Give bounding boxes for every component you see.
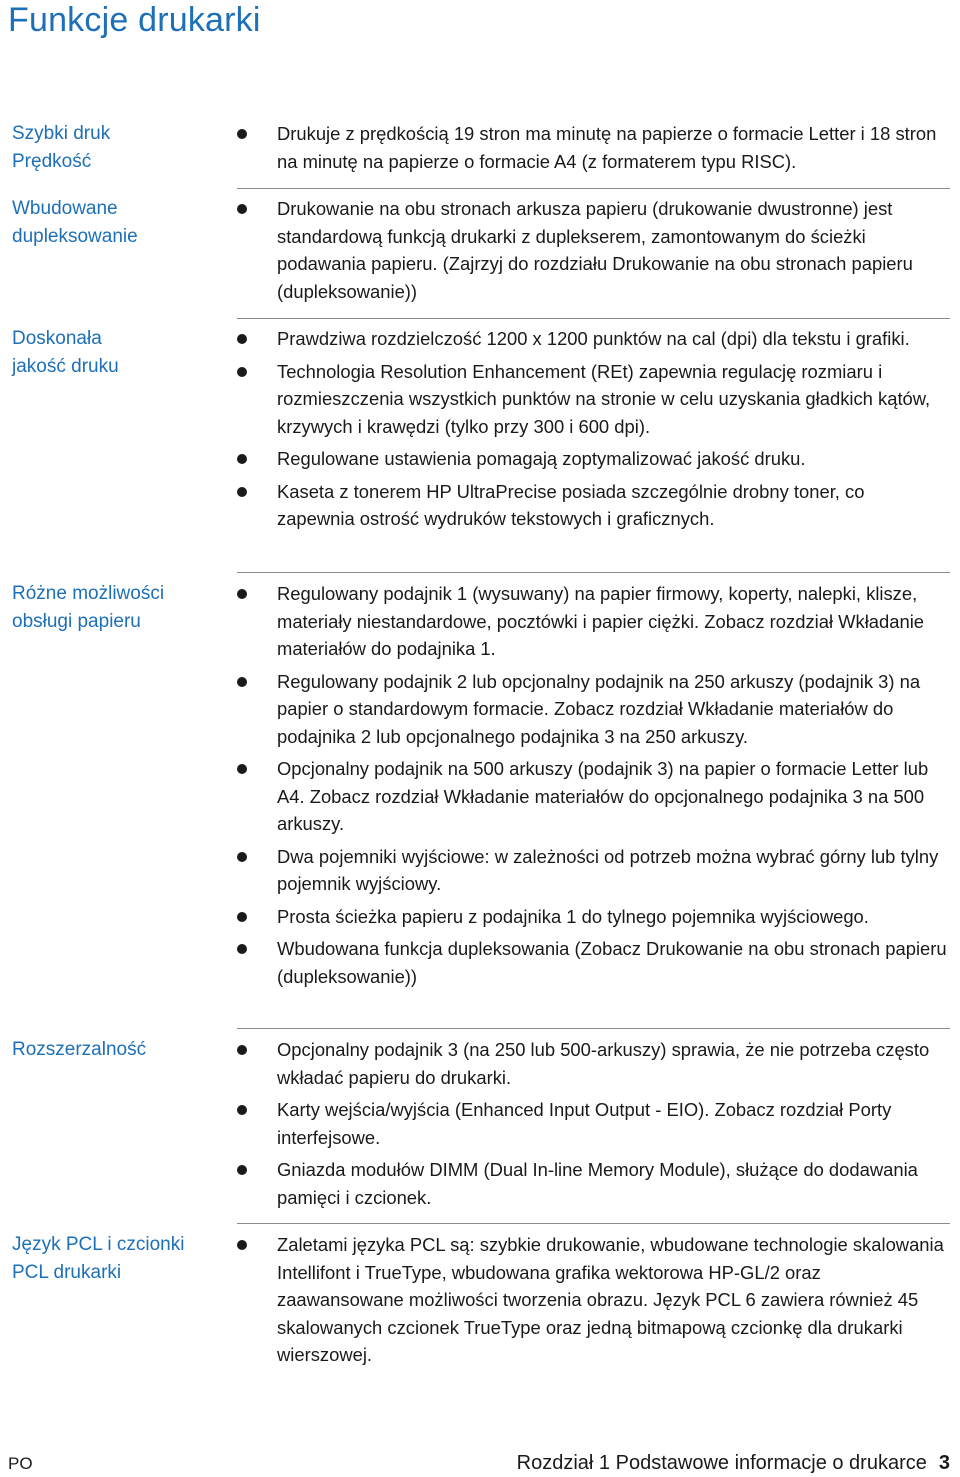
bullet-text: Regulowany podajnik 1 (wysuwany) na papier firmowy, koperty, nalepki, klisze, materiały niestandardowe, pocztówki i papier ciężki. Zobacz rozdział Wkładanie materiałów do podajnika 1. [277, 583, 925, 659]
bullet-text: Technologia Resolution Enhancement (REt) zapewnia regulację rozmiaru i rozmieszczenia wszystkich punktów na stronie w celu uzyskania gładkich kątów, krzywych i krawędzi (tylko przy 300 i 600 dpi). [277, 360, 931, 437]
bullet-list [237, 325, 947, 538]
section-label: Wbudowane dupleksowanie [12, 198, 138, 247]
bullet-icon [237, 764, 247, 774]
page-title: Funkcje drukarki [8, 1, 261, 39]
bullet-item [237, 1231, 947, 1369]
bullet-icon [237, 487, 247, 497]
bullet-icon [237, 1165, 247, 1175]
bullet-item [237, 478, 947, 533]
bullet-list [237, 1036, 947, 1216]
section-label: Rozszerzalność [12, 1039, 147, 1060]
bullet-icon [237, 1240, 247, 1250]
bullet-icon [237, 367, 247, 377]
footer-chapter-title: Rozdział 1 Podstawowe informacje o drukarce [516, 1452, 927, 1474]
footer-chapter [517, 1450, 950, 1476]
section-divider [237, 572, 950, 573]
bullet-icon [237, 589, 247, 599]
bullet-item [237, 755, 947, 838]
bullet-item [237, 1036, 947, 1091]
bullet-text: Regulowane ustawienia pomagają zoptymalizować jakość druku. [277, 448, 806, 469]
bullet-icon [237, 129, 247, 139]
bullet-text: Regulowany podajnik 2 lub opcjonalny podajnik na 250 arkuszy (podajnik 3) na papier o standardowym formacie. Zobacz rozdział Wkładanie materiałów do podajnika 2 lub opcjonalnego podajnika 3 na 250 arkuszy. [277, 670, 921, 747]
bullet-text: Drukowanie na obu stronach arkusza papieru (drukowanie dwustronne) jest standardową funkcją drukarki z duplekserem, zamontowanym do ścieżki podawania papieru. (Zajrzyj do rozdziału Drukowanie na obu stronach papieru (dupleksowanie)) [277, 198, 913, 302]
bullet-text: Dwa pojemniki wyjściowe: w zależności od potrzeb można wybrać górny lub tylny pojemnik wyjściowy. [277, 845, 939, 894]
bullet-icon [237, 454, 247, 464]
section-label: Doskonała jakość druku [12, 328, 119, 377]
bullet-icon [237, 1045, 247, 1055]
bullet-item [237, 843, 947, 898]
section-label: Różne możliwości obsługi papieru [12, 583, 165, 632]
bullet-text: Prosta ścieżka papieru z podajnika 1 do tylnego pojemnika wyjściowego. [277, 905, 869, 927]
bullet-icon [237, 204, 247, 214]
section-divider [237, 1028, 950, 1029]
bullet-item [237, 668, 947, 751]
bullet-item [237, 1156, 947, 1211]
bullet-icon [237, 912, 247, 922]
bullet-item [237, 325, 947, 353]
footer-language-code: PO [8, 1454, 33, 1473]
section-label: Szybki druk Prędkość [12, 123, 111, 172]
bullet-item [237, 935, 947, 990]
bullet-text: Opcjonalny podajnik na 500 arkuszy (podajnik 3) na papier o formacie Letter lub A4. Zobacz rozdział Wkładanie materiałów do opcjonalnego podajnika 3 na 500 arkuszy. [277, 758, 929, 834]
section-divider [237, 1223, 950, 1224]
bullet-item [237, 903, 947, 931]
bullet-text: Kaseta z tonerem HP UltraPrecise posiada szczególnie drobny toner, co zapewnia ostrość wydruków tekstowych i graficznych. [277, 480, 865, 529]
bullet-icon [237, 677, 247, 687]
bullet-item [237, 120, 947, 175]
section-label: Język PCL i czcionki PCL drukarki [12, 1234, 185, 1283]
bullet-text: Gniazda modułów DIMM (Dual In-line Memory Module), służące do dodawania pamięci i czcionek. [277, 1159, 918, 1208]
bullet-item [237, 358, 947, 441]
section-divider [237, 188, 950, 189]
bullet-text: Wbudowana funkcja dupleksowania (Zobacz Drukowanie na obu stronach papieru (dupleksowanie)) [277, 938, 947, 987]
bullet-list [237, 195, 947, 310]
bullet-icon [237, 1105, 247, 1115]
page-number: 3 [938, 1452, 950, 1474]
bullet-text: Opcjonalny podajnik 3 (na 250 lub 500-arkuszy) sprawia, że nie potrzeba często wkładać papieru do drukarki. [277, 1039, 930, 1088]
bullet-text: Drukuje z prędkością 19 stron ma minutę na papierze o formacie Letter i 18 stron na minutę na papierze o formacie A4 (z formaterem typu RISC). [277, 123, 937, 172]
bullet-text: Karty wejścia/wyjścia (Enhanced Input Output - EIO). Zobacz rozdział Porty interfejsowe. [277, 1099, 892, 1148]
bullet-icon [237, 334, 247, 344]
bullet-text: Zaletami języka PCL są: szybkie drukowanie, wbudowane technologie skalowania Intellifont i TrueType, wbudowana grafika wektorowa HP-GL/2 oraz zaawansowane możliwości tworzenia obrazu. Język PCL 6 zawiera również 45 skalowanych czcionek TrueType oraz jedną bitmapową czcionkę dla drukarki wierszowej. [277, 1234, 944, 1365]
bullet-icon [237, 944, 247, 954]
bullet-text: Prawdziwa rozdzielczość 1200 x 1200 punktów na cal (dpi) dla tekstu i grafiki. [277, 328, 910, 349]
section-divider [237, 318, 950, 319]
bullet-list [237, 120, 947, 180]
bullet-item [237, 1096, 947, 1151]
bullet-item [237, 580, 947, 663]
bullet-item [237, 195, 947, 305]
bullet-list [237, 580, 947, 995]
bullet-item [237, 445, 947, 473]
bullet-list [237, 1231, 947, 1374]
bullet-icon [237, 852, 247, 862]
